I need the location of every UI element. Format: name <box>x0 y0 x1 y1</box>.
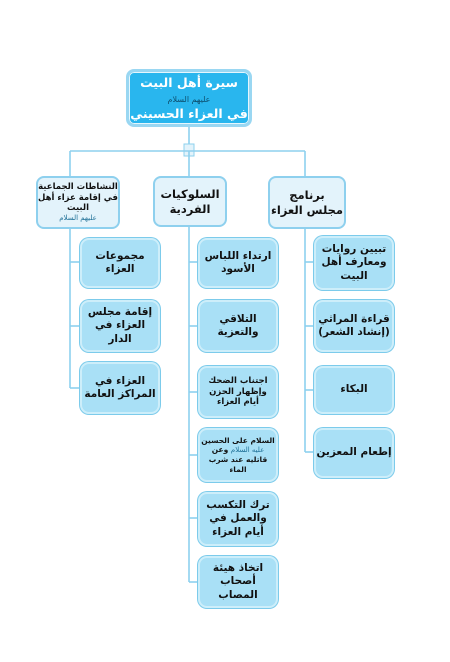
program-item-4: إطعام المعزين <box>316 446 392 459</box>
category-program <box>268 176 346 229</box>
behavior-item-condolence <box>198 300 278 352</box>
behavior-item-4b: وعن قاتليه عند شرب الماء <box>208 445 268 474</box>
behavior-item-4-honorific: عليه السلام <box>230 446 265 455</box>
group-item-1: مجموعات العزاء <box>95 249 145 275</box>
program-item-1: تبيين روايات ومعارف أهل البيت <box>321 243 387 282</box>
group-item-home-gathering <box>80 300 160 352</box>
behavior-item-stop-work <box>198 492 278 546</box>
behavior-item-4a: السلام على الحسين <box>201 436 275 446</box>
category-group-line1: النشاطات الجماعية في إقامة عزاء أهل البيت <box>38 182 118 214</box>
group-item-2: إقامة مجلس العزاء في الدار <box>87 306 153 345</box>
program-item-narrations <box>314 236 394 290</box>
group-item-public-centers <box>80 362 160 414</box>
program-item-3: البكاء <box>340 383 368 396</box>
root-line2: في العزاء الحسيني <box>130 105 248 121</box>
program-item-feeding <box>314 428 394 478</box>
category-behaviors <box>153 176 227 227</box>
program-item-2: قراءة المراثي (إنشاد الشعر) <box>318 312 390 338</box>
behavior-item-1: ارتداء اللباس الأسود <box>204 249 272 275</box>
category-program-line1: برنامج <box>289 188 325 203</box>
root-honorific: عليهم السلام <box>167 95 211 105</box>
behavior-item-black-clothing <box>198 238 278 288</box>
group-item-3: العزاء في المراكز العامة <box>84 374 156 400</box>
category-group <box>36 176 120 229</box>
group-item-processions <box>80 238 160 288</box>
category-behaviors-line2: الفردية <box>169 201 211 216</box>
behavior-item-mourning-appearance <box>198 556 278 608</box>
behavior-item-3: اجتناب الضحك وإظهار الحزن أيام العزاء <box>208 376 268 408</box>
behavior-item-avoid-laughter <box>198 366 278 418</box>
program-item-weeping <box>314 366 394 414</box>
root-line1: سيرة أهل البيت <box>140 74 238 90</box>
category-behaviors-line1: السلوكيات <box>160 187 220 202</box>
program-item-elegies <box>314 300 394 352</box>
behavior-item-2: التلاقي والتعزية <box>217 312 259 338</box>
category-program-line2: مجلس العزاء <box>270 202 344 217</box>
behavior-item-salutation <box>198 428 278 482</box>
behavior-item-6: اتخاذ هيئة أصحاب المصاب <box>212 562 264 601</box>
behavior-item-5: ترك التكسب والعمل في أيام العزاء <box>206 499 270 538</box>
root-node <box>126 69 252 127</box>
category-group-honorific: عليهم السلام <box>59 214 97 223</box>
